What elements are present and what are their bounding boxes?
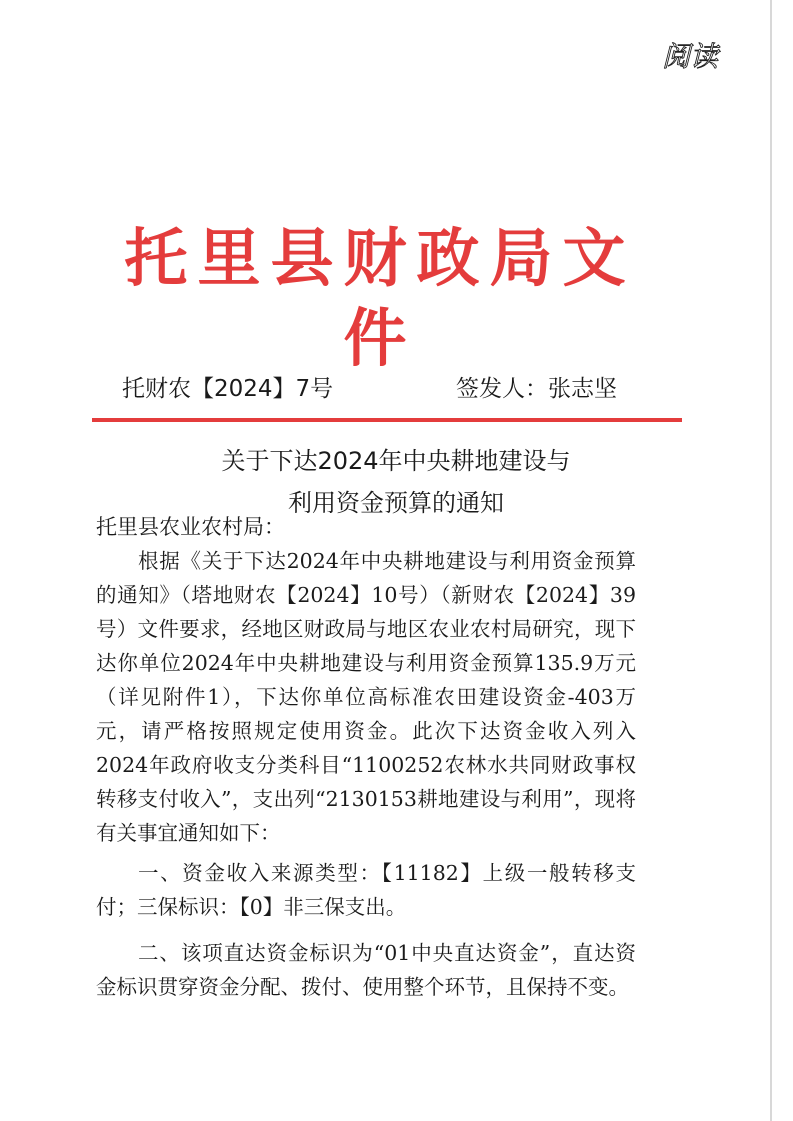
title-line-1: 关于下达2024年中央耕地建设与 bbox=[221, 447, 571, 475]
document-number: 托财农【2024】7号 bbox=[122, 376, 334, 402]
title-line-2: 利用资金预算的通知 bbox=[288, 489, 504, 517]
handwritten-annotation bbox=[660, 30, 730, 80]
body-paragraph-1: 根据《关于下达2024年中央耕地建设与利用资金预算的通知》（塔地财农【2024】10号）（新财农【2024】39号）文件要求，经地区财政局与地区农业农村局研究，现下达你单位2024年中央耕地建设与利用资金预算135.9万元（详见附件1），下达你单位高标准农田建设资金-403万元，请严格按照规定使用资金。此次下达资金收入列入2024年政府收支分类科目“1100252农林水共同财政事权转移支付收入”，支出列“2130153耕地建设与利用”，现将有关事宜通知如下： bbox=[96, 549, 636, 845]
body-paragraph-3: 二、该项直达资金标识为“01中央直达资金”，直达资金标识贯穿资金分配、拨付、使用整个环节，且保持不变。 bbox=[96, 941, 636, 999]
body-paragraph-2: 一、资金收入来源类型：【11182】上级一般转移支付；三保标识：【0】非三保支出。 bbox=[96, 861, 636, 919]
recipient-line: 托里县农业农村局： bbox=[96, 515, 285, 539]
document-banner: 托里县财政局文件 bbox=[124, 221, 636, 375]
svg-text:阅读: 阅读 bbox=[662, 40, 719, 73]
document-body bbox=[96, 544, 636, 1004]
red-divider-line bbox=[92, 418, 682, 422]
scan-edge-line bbox=[770, 0, 772, 1121]
issuer-signature: 签发人：张志坚 bbox=[456, 376, 617, 402]
